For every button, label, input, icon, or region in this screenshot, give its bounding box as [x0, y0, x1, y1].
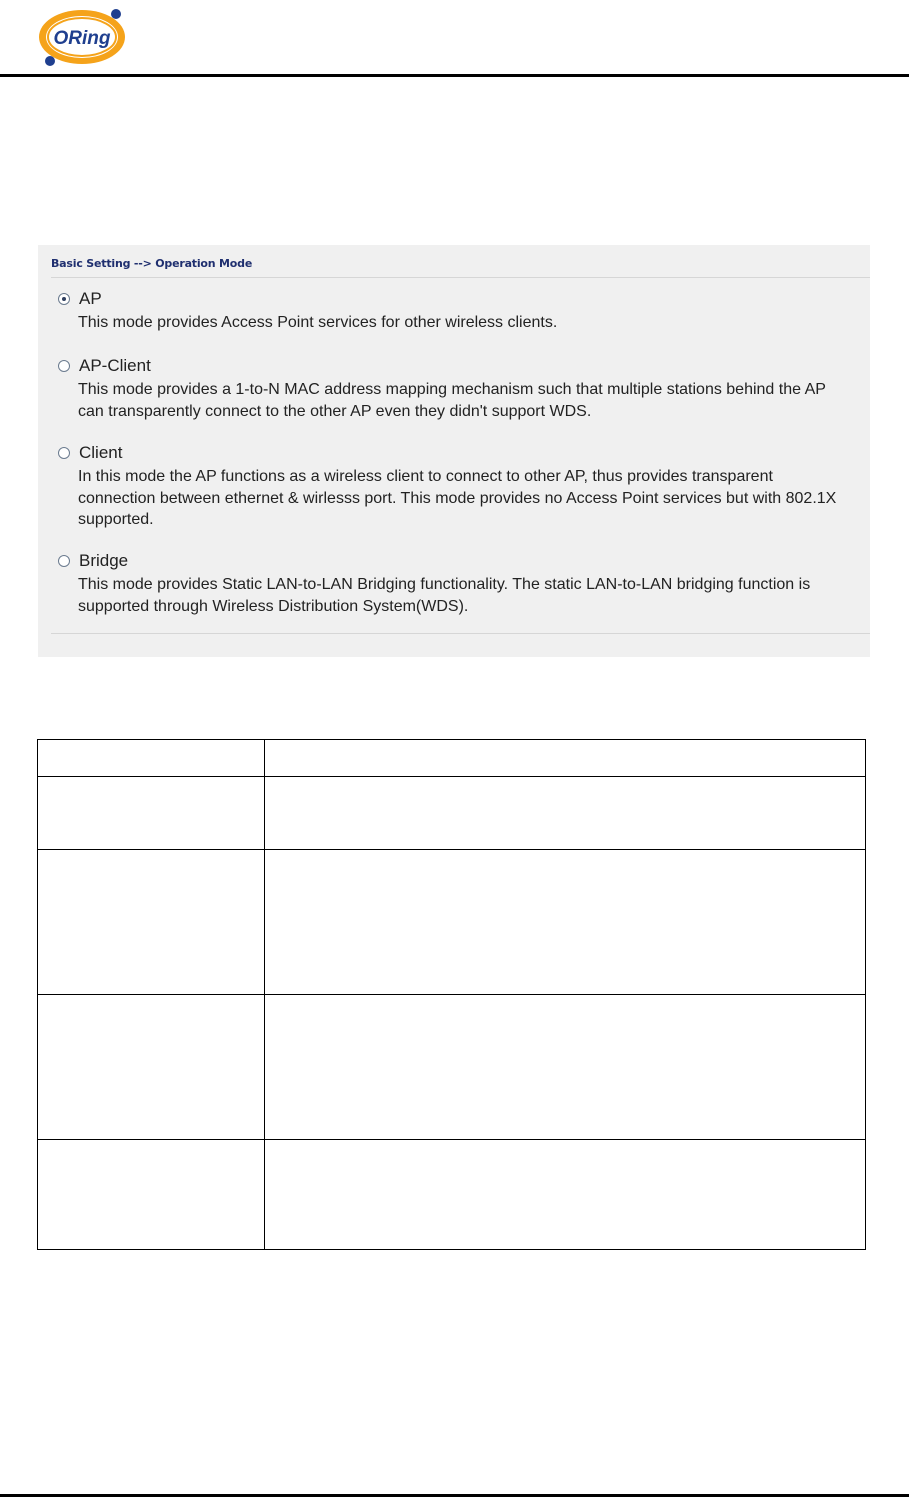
table-header-cell: [38, 740, 265, 777]
table-cell: [38, 777, 265, 850]
logo-text: ORing: [53, 28, 111, 49]
mode-description-table: [37, 739, 866, 1250]
option-ap-client: [58, 355, 848, 422]
table-header-cell: [265, 740, 866, 777]
footer-rule: [0, 1494, 909, 1497]
oring-logo: [34, 4, 130, 68]
table-row: [38, 850, 866, 995]
radio-ap[interactable]: [58, 293, 70, 305]
option-description: In this mode the AP functions as a wireless client to connect to other AP, thus provides transparent connection between ethernet & wirlesss port. This mode provides no Access Point services but with 802.1X supported.: [78, 468, 837, 528]
table-row: [38, 995, 866, 1140]
option-description: This mode provides a 1-to-N MAC address mapping mechanism such that multiple stations behind the AP can transparently connect to the other AP even they didn't support WDS.: [78, 381, 826, 420]
option-ap: [58, 288, 848, 334]
radio-bridge[interactable]: [58, 555, 70, 567]
divider: [51, 633, 870, 634]
breadcrumb: Basic Setting --> Operation Mode: [51, 257, 253, 270]
option-description: This mode provides Static LAN-to-LAN Bridging functionality. The static LAN-to-LAN bridging function is supported through Wireless Distribution System(WDS).: [78, 576, 811, 615]
divider: [51, 277, 870, 278]
table-row: [38, 1140, 866, 1250]
table-cell: [38, 995, 265, 1140]
header-rule: [0, 74, 909, 77]
option-label: AP-Client: [79, 356, 151, 375]
table-row: [38, 777, 866, 850]
table-header-row: [38, 740, 866, 777]
option-label: Bridge: [79, 551, 129, 570]
option-label: AP: [79, 289, 102, 308]
option-description: This mode provides Access Point services for other wireless clients.: [78, 314, 558, 331]
table-cell: [265, 777, 866, 850]
table-cell: [265, 850, 866, 995]
option-client: [58, 442, 848, 531]
table-cell: [265, 1140, 866, 1250]
option-label: Client: [79, 443, 123, 462]
table-cell: [38, 1140, 265, 1250]
option-bridge: [58, 550, 848, 617]
operation-mode-panel: [38, 245, 870, 657]
table-cell: [38, 850, 265, 995]
table-cell: [265, 995, 866, 1140]
radio-ap-client[interactable]: [58, 360, 70, 372]
radio-client[interactable]: [58, 447, 70, 459]
